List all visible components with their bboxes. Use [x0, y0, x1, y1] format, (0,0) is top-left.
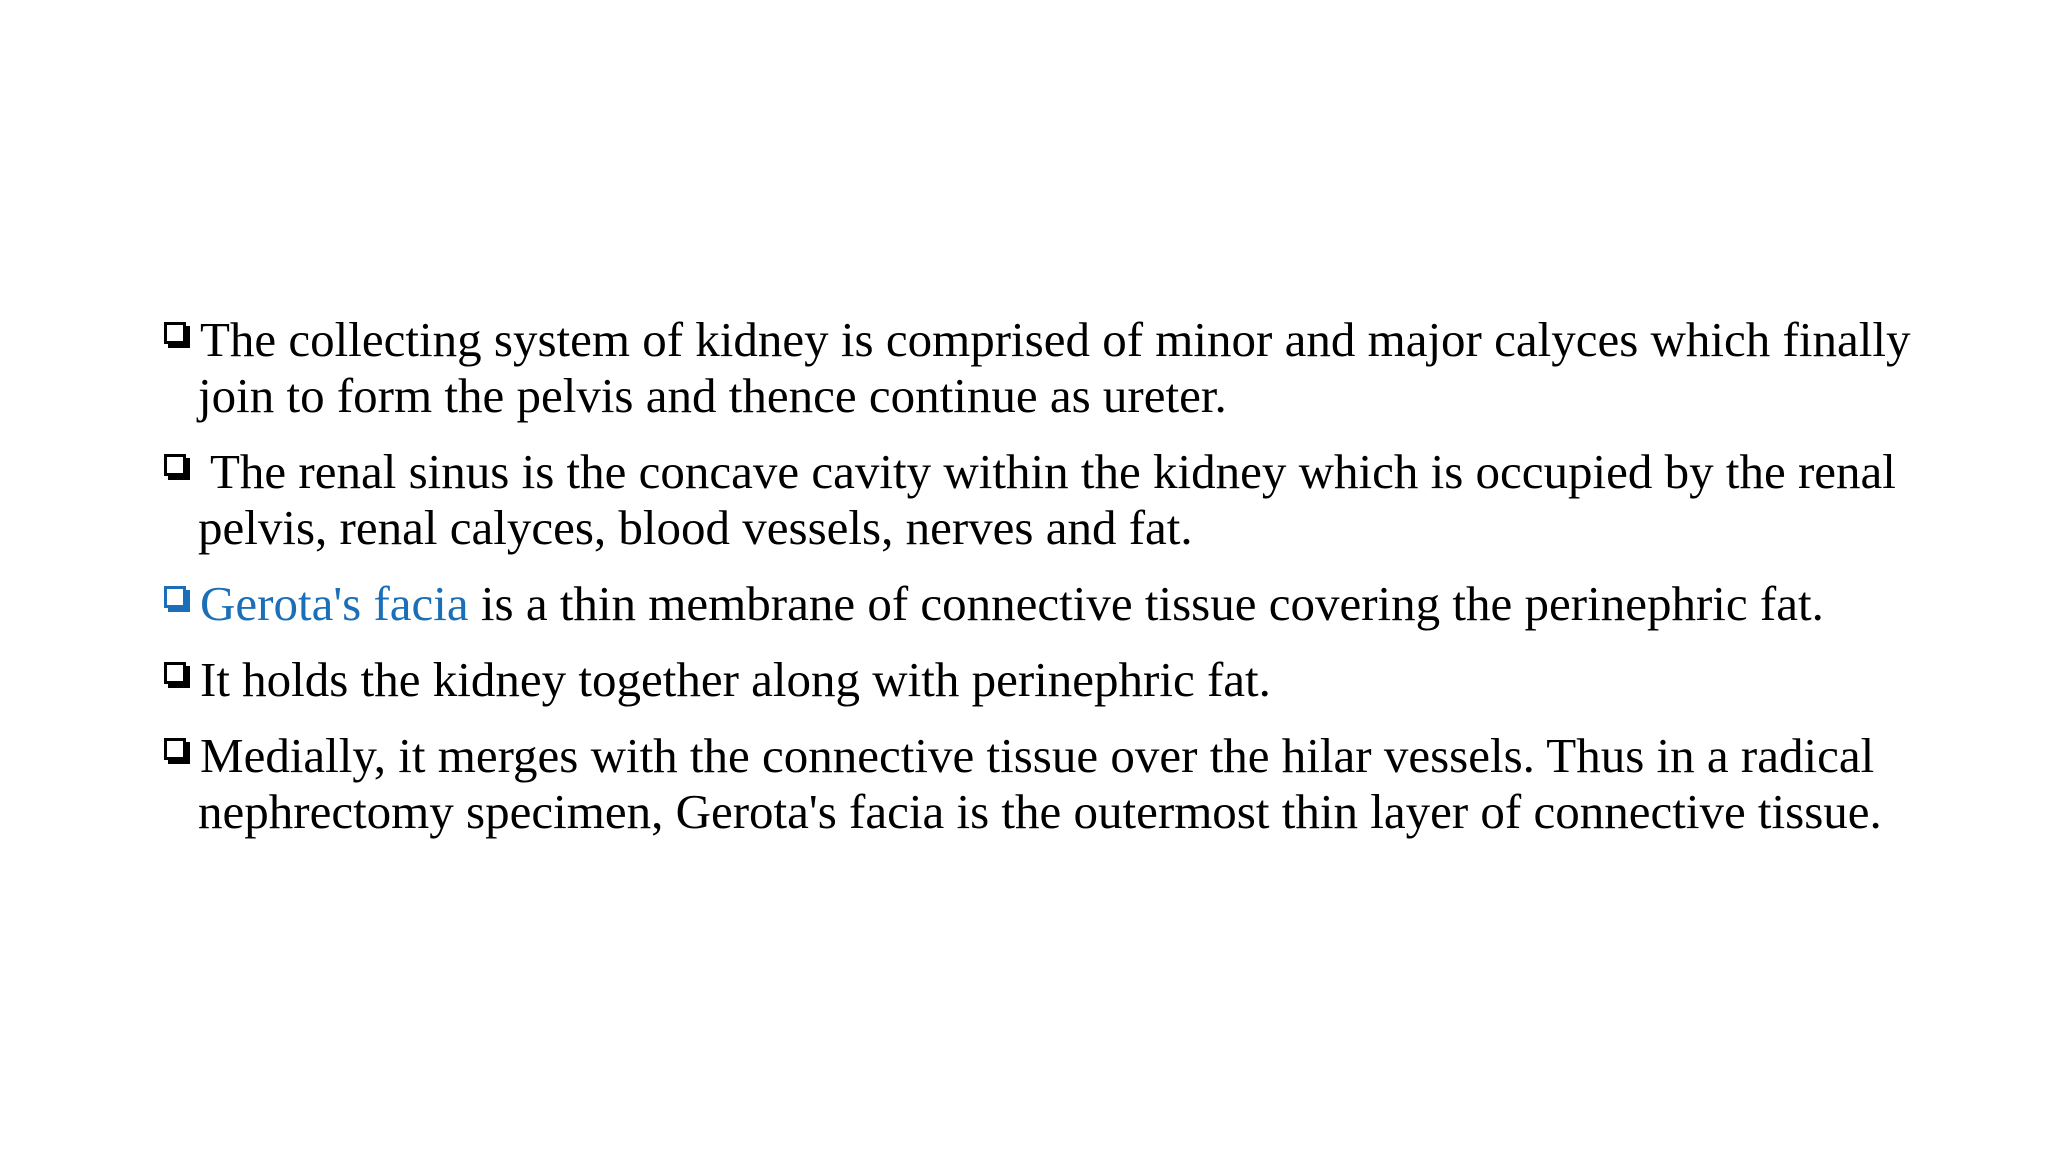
- bullet-text: is a thin membrane of connective tissue covering the perinephric fat.: [468, 576, 1824, 631]
- bullet-item: [160, 652, 1920, 708]
- square-box-icon: [164, 662, 186, 684]
- square-box-icon: [164, 454, 186, 476]
- square-box-icon: [164, 586, 186, 608]
- bullet-item: [160, 444, 1920, 556]
- bullet-text: It holds the kidney together along with perinephric fat.: [200, 652, 1271, 707]
- bullet-item: [160, 728, 1920, 840]
- square-box-icon: [164, 322, 186, 344]
- bullet-item: [160, 576, 1920, 632]
- square-box-icon: [164, 738, 186, 760]
- highlighted-term: Gerota's facia: [200, 576, 469, 631]
- bullet-text: Medially, it merges with the connective tissue over the hilar vessels. Thus in a radical nephrectomy specimen, Gerota's facia is the outermost thin layer of connective tissue.: [198, 728, 1882, 839]
- bullet-text: The renal sinus is the concave cavity within the kidney which is occupied by the renal pelvis, renal calyces, blood vessels, nerves and fat.: [198, 444, 1896, 555]
- bullet-list: [160, 312, 1920, 860]
- bullet-text: The collecting system of kidney is comprised of minor and major calyces which finally join to form the pelvis and thence continue as ureter.: [198, 312, 1911, 423]
- bullet-item: [160, 312, 1920, 424]
